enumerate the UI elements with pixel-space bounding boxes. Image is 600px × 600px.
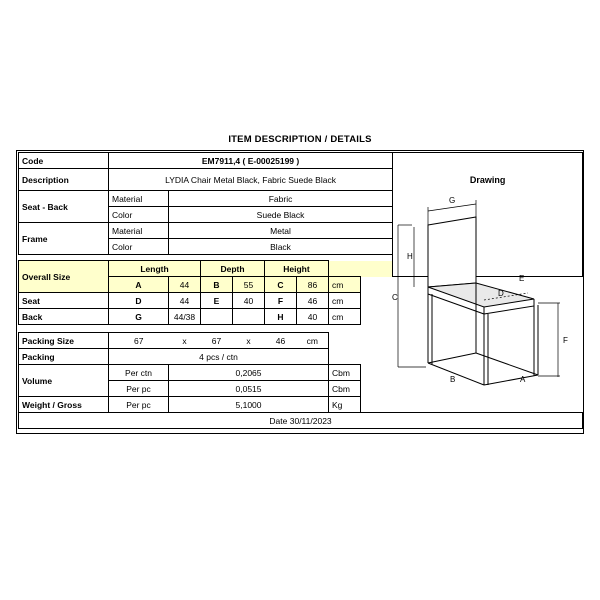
seat-back-color-label: Color bbox=[109, 207, 169, 223]
label-E: E bbox=[519, 274, 525, 283]
label-A: A bbox=[520, 375, 526, 384]
label-H: H bbox=[407, 252, 413, 261]
description-value: LYDIA Chair Metal Black, Fabric Suede Black bbox=[109, 169, 393, 191]
packing-size-label: Packing Size bbox=[19, 333, 109, 349]
dim-key-G: G bbox=[109, 309, 169, 325]
dim-val-E: 40 bbox=[233, 293, 265, 309]
packing-size-h: 46 bbox=[265, 333, 297, 349]
packing-size-d: 67 bbox=[201, 333, 233, 349]
seat-back-label: Seat - Back bbox=[19, 191, 109, 223]
frame-material-label: Material bbox=[109, 223, 169, 239]
seat-back-color-value: Suede Black bbox=[169, 207, 393, 223]
packing-size-unit: cm bbox=[297, 333, 329, 349]
dim-val-D: 44 bbox=[169, 293, 201, 309]
dim-unit-overall: cm bbox=[329, 277, 361, 293]
dim-unit-back: cm bbox=[329, 309, 361, 325]
volume-per-pc-unit: Cbm bbox=[329, 381, 361, 397]
frame-label: Frame bbox=[19, 223, 109, 255]
packing-value: 4 pcs / ctn bbox=[109, 349, 329, 365]
dim-key-E: E bbox=[201, 293, 233, 309]
volume-per-pc-label: Per pc bbox=[109, 381, 169, 397]
dim-key-H: H bbox=[265, 309, 297, 325]
seat-back-material-value: Fabric bbox=[169, 191, 393, 207]
label-F: F bbox=[563, 336, 568, 345]
dim-val-G: 44/38 bbox=[169, 309, 201, 325]
weight-per-pc-value: 5,1000 bbox=[169, 397, 329, 413]
dim-val-B: 55 bbox=[233, 277, 265, 293]
volume-label: Volume bbox=[19, 365, 109, 397]
header-depth: Depth bbox=[201, 261, 265, 277]
volume-per-ctn-unit: Cbm bbox=[329, 365, 361, 381]
dim-key-empty bbox=[201, 309, 233, 325]
dim-unit-seat: cm bbox=[329, 293, 361, 309]
code-label: Code bbox=[19, 153, 109, 169]
packing-size-w: 67 bbox=[109, 333, 169, 349]
packing-size-x2: x bbox=[233, 333, 265, 349]
table-row bbox=[19, 153, 583, 169]
packing-size-x1: x bbox=[169, 333, 201, 349]
back-dim-label: Back bbox=[19, 309, 109, 325]
label-B: B bbox=[450, 375, 456, 384]
dim-val-C: 86 bbox=[297, 277, 329, 293]
frame-color-value: Black bbox=[169, 239, 393, 255]
table-row bbox=[19, 413, 583, 429]
dim-val-empty bbox=[233, 309, 265, 325]
header-height: Height bbox=[265, 261, 329, 277]
packing-label: Packing bbox=[19, 349, 109, 365]
dim-val-H: 40 bbox=[297, 309, 329, 325]
label-G: G bbox=[449, 196, 456, 205]
dim-key-B: B bbox=[201, 277, 233, 293]
frame-color-label: Color bbox=[109, 239, 169, 255]
drawing-title: Drawing bbox=[469, 175, 506, 185]
frame-material-value: Metal bbox=[169, 223, 393, 239]
dim-key-D: D bbox=[109, 293, 169, 309]
weight-label: Weight / Gross bbox=[19, 397, 109, 413]
code-value: EM7911,4 ( E-00025199 ) bbox=[109, 153, 393, 169]
seat-dim-label: Seat bbox=[19, 293, 109, 309]
page-title: ITEM DESCRIPTION / DETAILS bbox=[228, 134, 372, 145]
volume-per-ctn-label: Per ctn bbox=[109, 365, 169, 381]
volume-per-ctn-value: 0,2065 bbox=[169, 365, 329, 381]
label-D: D bbox=[498, 289, 504, 298]
label-C: C bbox=[392, 293, 398, 302]
header-length: Length bbox=[109, 261, 201, 277]
dim-key-C: C bbox=[265, 277, 297, 293]
weight-per-pc-label: Per pc bbox=[109, 397, 169, 413]
overall-size-label: Overall Size bbox=[19, 261, 109, 293]
weight-unit: Kg bbox=[329, 397, 361, 413]
dim-key-F: F bbox=[265, 293, 297, 309]
chair-drawing bbox=[392, 195, 578, 410]
dim-val-F: 46 bbox=[297, 293, 329, 309]
description-label: Description bbox=[19, 169, 109, 191]
dim-val-A: 44 bbox=[169, 277, 201, 293]
seat-back-material-label: Material bbox=[109, 191, 169, 207]
dim-key-A: A bbox=[109, 277, 169, 293]
document-date: Date 30/11/2023 bbox=[19, 413, 583, 429]
volume-per-pc-value: 0,0515 bbox=[169, 381, 329, 397]
